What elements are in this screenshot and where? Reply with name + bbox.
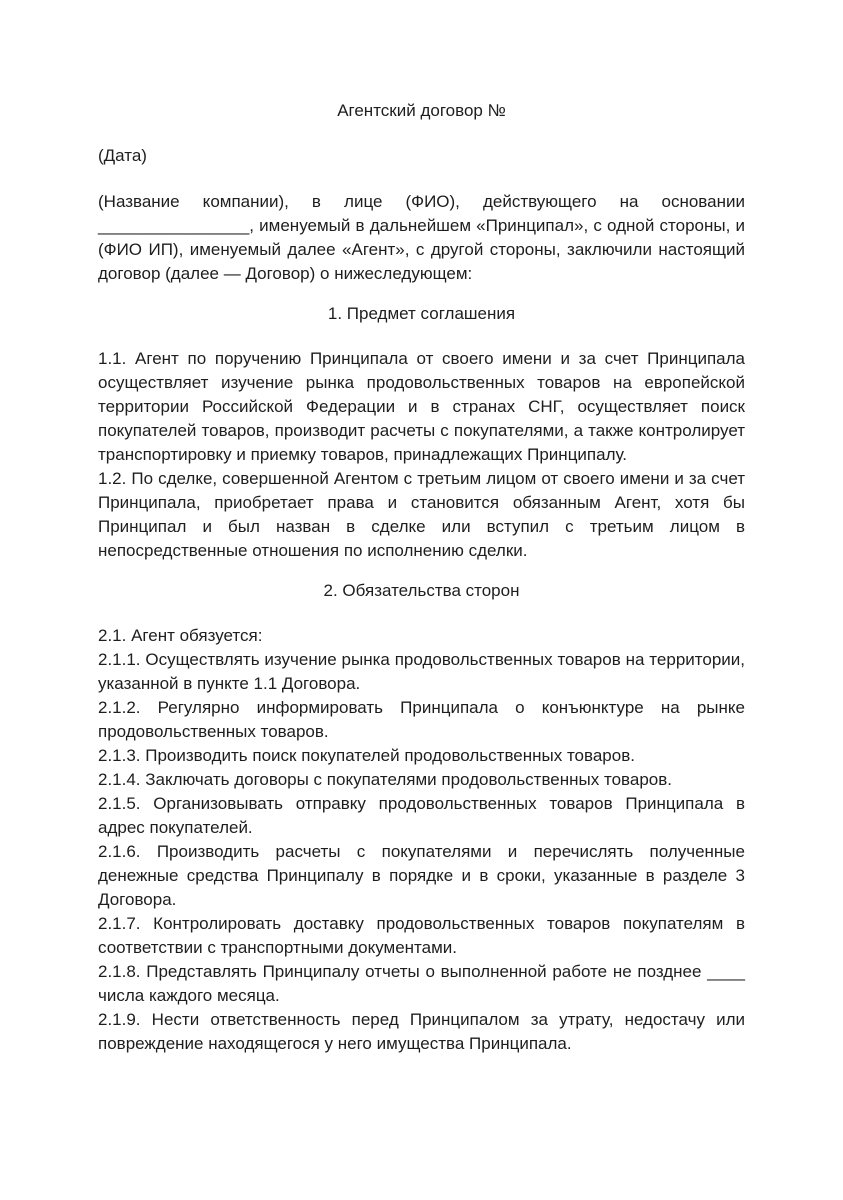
intro-paragraph: (Название компании), в лице (ФИО), действующего на основании ________________, именуемый в дальнейшем «Принципал», с одной стороны, и (ФИО ИП), именуемый далее «Агент», с другой стороны, заключили настоящий договор (далее — Договор) о нижеследующем: [98,192,745,283]
clause-2-1-4: 2.1.4. Заключать договоры с покупателями продовольственных товаров. [98,770,672,789]
clause-2-1-7: 2.1.7. Контролировать доставку продовольственных товаров покупателям в соответствии с транспортными документами. [98,914,745,957]
section-1-heading: 1. Предмет соглашения [327,304,516,323]
clause-2-1-5: 2.1.5. Организовывать отправку продовольственных товаров Принципала в адрес покупателей. [98,794,745,837]
clause-1-1: 1.1. Агент по поручению Принципала от своего имени и за счет Принципала осуществляет изучение рынка продовольственных товаров на европейской территории Российской Федерации и в странах СНГ, осуществляет поиск покупателей товаров, производит расчеты с покупателями, а также контролирует транспортировку и приемку товаров, принадлежащих Принципалу. [98,349,745,464]
clause-2-1-1: 2.1.1. Осуществлять изучение рынка продовольственных товаров на территории, указанной в пункте 1.1 Договора. [98,650,745,693]
clause-2-1-8: 2.1.8. Представлять Принципалу отчеты о выполненной работе не позднее ____ числа каждого месяца. [98,962,745,1005]
document-title: Агентский договор № [337,101,506,120]
section-2-heading: 2. Обязательства сторон [323,581,520,600]
clause-2-1-9: 2.1.9. Нести ответственность перед Принципалом за утрату, недостачу или повреждение находящегося у него имущества Принципала. [98,1010,745,1053]
clause-2-1-6: 2.1.6. Производить расчеты с покупателями и перечислять полученные денежные средства Принципалу в порядке и в сроки, указанные в разделе 3 Договора. [98,842,745,909]
date-placeholder: (Дата) [98,146,147,165]
clause-2-1-2: 2.1.2. Регулярно информировать Принципала о конъюнктуре на рынке продовольственных товаров. [98,698,745,741]
clause-2-1: 2.1. Агент обязуется: [98,626,263,645]
clause-1-2: 1.2. По сделке, совершенной Агентом с третьим лицом от своего имени и за счет Принципала, приобретает права и становится обязанным Агент, хотя бы Принципал и был назван в сделке или вступил с третьим лицом в непосредственные отношения по исполнению сделки. [98,469,745,560]
clause-2-1-3: 2.1.3. Производить поиск покупателей продовольственных товаров. [98,746,635,765]
